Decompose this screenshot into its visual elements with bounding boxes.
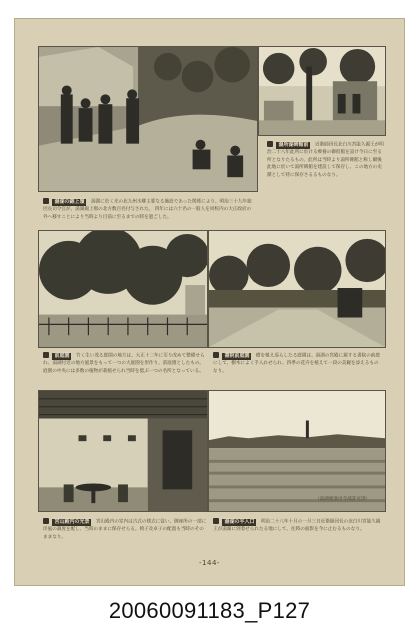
caption-body: 明治二十八年十月の一月三日近衛師団長の北白川宮能久親王が湯湖に到着せられたる地にして、往時の面影を今に止むるものなり。 bbox=[213, 519, 381, 533]
caption-body: 湯湖に於く光の北九州水郷主要なる施設であった関係により、明治三十九年旅団長司令官が、湯湖錦上嶺の北方数百名付与された。 四年には六十名の一般人を同校内の大正政府の外へ移すことにより当時より目前に至るまでの時を過ごした。 bbox=[43, 199, 252, 220]
page-number: -144- bbox=[199, 559, 220, 567]
caption-title: 前庭園 bbox=[54, 352, 70, 359]
photo-front-garden bbox=[38, 230, 208, 348]
credit-text: （湯湖要塞司令部許可済） bbox=[315, 497, 371, 502]
caption-interior-room bbox=[43, 518, 207, 550]
caption-marker-icon bbox=[267, 141, 273, 147]
caption-marker-icon bbox=[43, 198, 49, 204]
caption-body: 近衛師団長北白川宮能久親王が明治二十八年此所に於ける療養の御仮館を設け今日に至る所となりたるもの。此所は当時より湯所碑館と称し爾後此地に於いて湯所碑館を建設して保存し、この地方の史蹟として特に保存さるるものなり。 bbox=[267, 142, 384, 178]
caption-marker-icon bbox=[213, 352, 219, 358]
photo-open-field bbox=[208, 390, 386, 512]
caption-title: 宮山殿内の光景 bbox=[54, 518, 90, 525]
caption-title: 湯所湖碑館前 bbox=[278, 141, 309, 148]
photo-memorial-building bbox=[258, 46, 386, 136]
caption-officers-outdoors bbox=[43, 198, 255, 232]
album-page bbox=[14, 18, 405, 586]
document-id: 20060091183_P127 bbox=[108, 598, 311, 623]
caption-marker-icon bbox=[213, 518, 219, 524]
caption-body: 宮山殿内の室内は古式の様式に従い、御座所の一部に洋風の調度を配し、当時のままに保存せらる。椅子及卓子の配置も当時のそのままなり。 bbox=[43, 519, 207, 540]
photo-interior-room bbox=[38, 390, 208, 512]
caption-memorial-building bbox=[267, 141, 385, 213]
caption-marker-icon bbox=[43, 518, 49, 524]
caption-open-field bbox=[213, 518, 383, 550]
photo-officers-outdoors bbox=[38, 46, 258, 192]
photo-courtyard-garden bbox=[208, 230, 386, 348]
caption-marker-icon bbox=[43, 352, 49, 358]
caption-title: 湯湖の錦上嶺 bbox=[54, 198, 85, 205]
caption-body: 竹く生い茂る庭園の地方は、大正十二年に至り改めて整備せられ、湯湖付近の地方風景をもって一つの大庭園を形作り、前庭園としたもの。庭園の中央には多数の植物が栽植せられ当時を偲ぶ一つの名所となっている。 bbox=[43, 353, 205, 374]
caption-title: 書院前庭園 bbox=[224, 352, 250, 359]
caption-body: 樹を植え巡らしたる庭園は、湯湖の宮殿に属する書院の前庭にして、樹木によく手入れせられ、四季の花卉を植えて一段の美観を添えるものなり。 bbox=[213, 353, 380, 374]
caption-title: 湯湖の平入口 bbox=[224, 518, 255, 525]
